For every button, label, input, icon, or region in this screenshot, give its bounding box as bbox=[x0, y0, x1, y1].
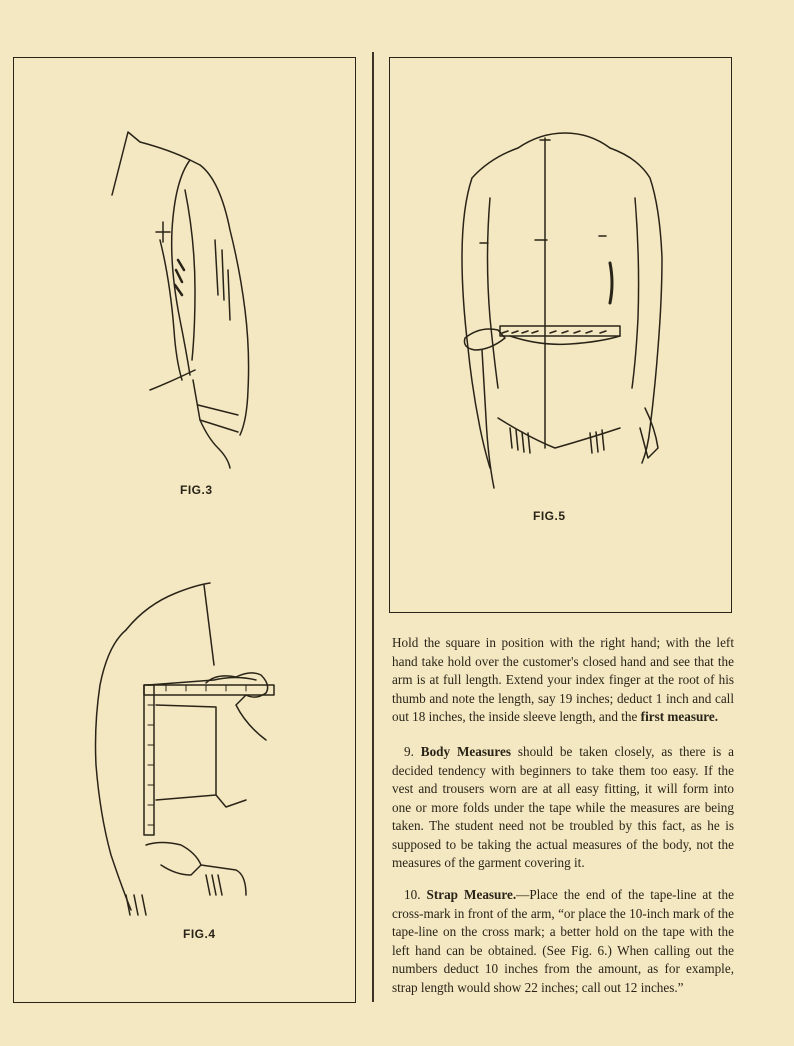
fig4-caption: FIG.4 bbox=[183, 927, 216, 941]
paragraph-strap-measure bbox=[392, 886, 734, 997]
para10-number: 10. bbox=[404, 887, 421, 902]
fig3-arm-illustration bbox=[100, 120, 260, 470]
para9-heading: Body Measures bbox=[420, 744, 511, 759]
column-divider bbox=[372, 52, 374, 1002]
para9-body: should be taken closely, as there is a decided tendency with beginners to take them too easy. If the vest and trousers worn are at all easy fitting, it will form into one or more folds under the tape while the measures are being taken. The student need not be troubled by this fact, as he is supposed to be taking the actual measures of the body, not the measures of the garment covering it. bbox=[392, 744, 735, 870]
para9-number: 9. bbox=[404, 744, 414, 759]
para10-body: —Place the end of the tape-line at the cross-mark in front of the arm, “or place the 10-inch mark of the tape-line on the cross mark; a better hold on the tape with the left hand can be obtained. (See Fig. 6.) When calling out the numbers deduct 10 inches from the amount, as for example, strap length would show 22 inches; call out 12 inches.” bbox=[392, 887, 734, 995]
para1-text: Hold the square in position with the right hand; with the left hand take hold over the customer's closed hand and see that the arm is at full length. Extend your index finger at the root of his thumb and note the length, say 19 inches; deduct 1 inch and call out 18 inches, the inside sleeve length, and the bbox=[392, 635, 734, 724]
fig4-square-measure-illustration bbox=[86, 575, 286, 920]
paragraph-square-position bbox=[392, 634, 734, 727]
para1-bold: first measure. bbox=[640, 709, 719, 724]
fig5-back-illustration bbox=[450, 128, 680, 498]
fig5-caption: FIG.5 bbox=[533, 509, 566, 523]
fig3-caption: FIG.3 bbox=[180, 483, 213, 497]
paragraph-body-measures bbox=[392, 743, 734, 873]
para10-heading: Strap Measure. bbox=[426, 887, 517, 902]
